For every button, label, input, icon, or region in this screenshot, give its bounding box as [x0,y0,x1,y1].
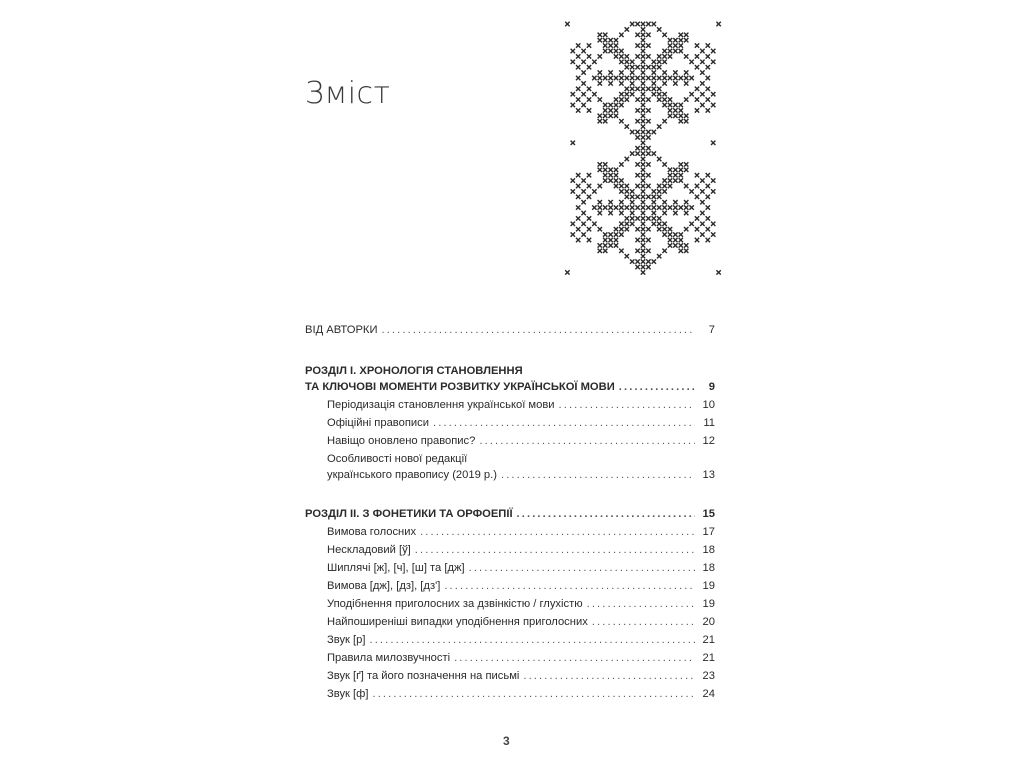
toc-entry-line1[interactable]: Особливості нової редакції [327,453,468,465]
toc-entry-page: 7 [708,324,715,336]
toc-entry-page: 15 [702,508,715,520]
toc-entry-page: 17 [702,526,715,538]
toc-entry[interactable] [305,669,715,683]
toc-entry-page: 9 [708,381,715,393]
toc-entry[interactable] [305,398,715,412]
toc-entry-page: 24 [702,688,715,700]
toc-entry-title: Вимова [дж], [дз], [дз'] [327,580,441,592]
toc-entry-page: 21 [702,634,715,646]
toc-entry-title: Періодизація становлення української мови [327,399,555,411]
toc-entry-page: 11 [703,417,715,429]
leader-dots [501,468,695,482]
toc-entry[interactable] [305,615,715,629]
toc-entry-page: 18 [702,562,715,574]
section2-items [305,525,715,701]
toc-entry-page: 18 [702,544,715,556]
toc-entry[interactable] [305,416,715,430]
toc-entry-section2[interactable] [305,507,715,521]
leader-dots [469,561,695,575]
leader-dots [372,687,695,701]
leader-dots [479,434,695,448]
toc-entry-page: 10 [702,399,715,411]
leader-dots [381,323,695,337]
leader-dots [454,651,695,665]
toc-entry-title: Уподібнення приголосних за дзвінкістю / глухістю [327,598,583,610]
toc-entry-title: Звук [р] [327,634,366,646]
table-of-contents [305,323,715,701]
toc-entry-title: Нескладовий [ў] [327,544,411,556]
section1-heading-line1[interactable]: РОЗДІЛ І. ХРОНОЛОГІЯ СТАНОВЛЕННЯ [305,365,523,377]
toc-entry-intro[interactable] [305,323,715,337]
toc-entry-title: Шиплячі [ж], [ч], [ш] та [дж] [327,562,465,574]
toc-entry-title: Правила милозвучності [327,652,451,664]
toc-entry-page: 19 [702,598,715,610]
toc-entry-title: Найпоширеніші випадки уподібнення приголосних [327,616,588,628]
leader-dots [420,525,695,539]
toc-entry-page: 23 [702,670,715,682]
toc-entry[interactable] [305,651,715,665]
page-title: Зміст [305,76,391,111]
toc-entry[interactable] [305,561,715,575]
section1-heading-line2: ТА КЛЮЧОВІ МОМЕНТИ РОЗВИТКУ УКРАЇНСЬКОЇ МОВИ [305,381,615,393]
toc-entry-title: Звук [ґ] та його позначення на письмі [327,670,520,682]
leader-dots [523,669,695,683]
embroidery-motif [565,22,721,275]
toc-entry[interactable] [305,434,715,448]
toc-entry-section1[interactable] [305,380,715,394]
toc-entry-page: 20 [702,616,715,628]
section2-heading: РОЗДІЛ ІІ. З ФОНЕТИКИ ТА ОРФОЕПІЇ [305,508,513,520]
toc-entry-page: 19 [702,580,715,592]
leader-dots [415,543,695,557]
toc-entry-page: 12 [702,435,715,447]
toc-entry[interactable] [305,468,715,482]
embroidery-ornament-icon [558,18,728,288]
toc-entry-title: Вимова голосних [327,526,417,538]
toc-entry[interactable] [305,597,715,611]
page-number: 3 [503,734,510,748]
leader-dots [619,380,695,394]
leader-dots [370,633,696,647]
toc-entry-title: Навіщо оновлено правопис? [327,435,476,447]
toc-entry-title: Звук [ф] [327,688,369,700]
toc-entry[interactable] [305,633,715,647]
leader-dots [559,398,695,412]
toc-entry[interactable] [305,579,715,593]
toc-entry-title: українського правопису (2019 р.) [327,469,497,481]
toc-entry-page: 21 [702,652,715,664]
toc-entry-title: Офіційні правописи [327,417,429,429]
toc-entry[interactable] [305,543,715,557]
leader-dots [444,579,695,593]
toc-entry-page: 13 [702,469,715,481]
toc-entry-title: ВІД АВТОРКИ [305,324,378,336]
leader-dots [433,416,695,430]
toc-entry[interactable] [305,525,715,539]
leader-dots [517,507,695,521]
leader-dots [592,615,695,629]
leader-dots [587,597,695,611]
toc-entry[interactable] [305,687,715,701]
